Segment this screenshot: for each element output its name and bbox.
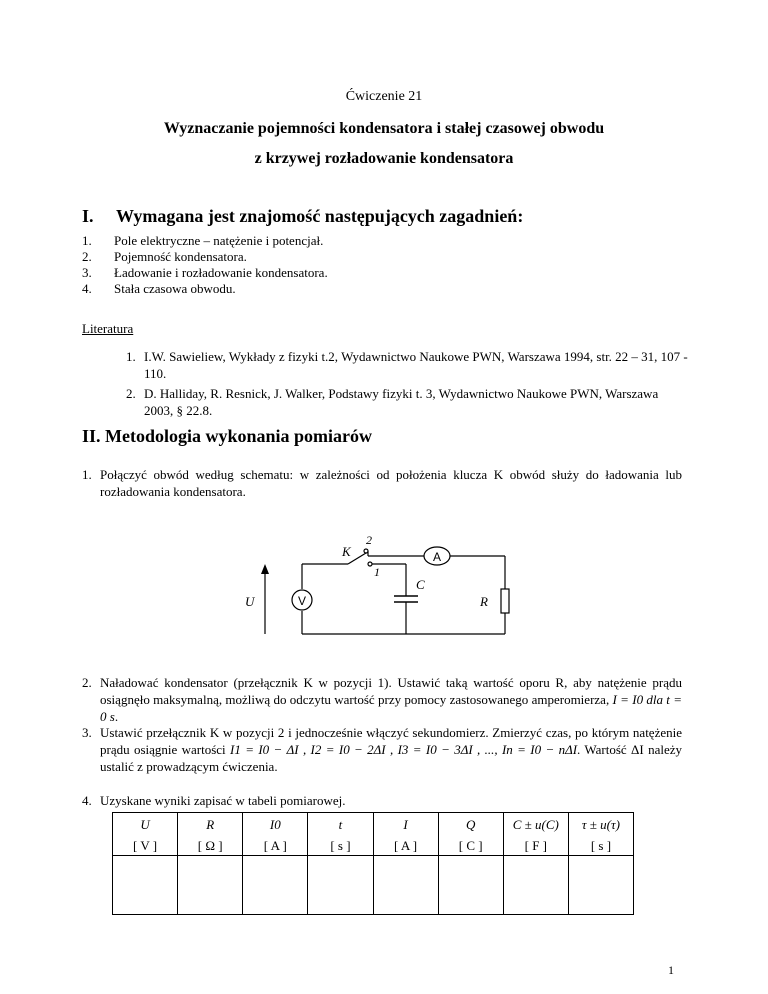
source-label: U [245,594,255,609]
table-cell [438,856,503,915]
resistor-symbol [501,589,509,613]
table-cell [373,856,438,915]
formula: I1 = I0 − ΔI , I2 = I0 − 2ΔI , I3 = I0 − 3ΔI , ..., In = I0 − nΔI [230,742,578,757]
table-header-cell: τ ± u(τ) [568,813,633,836]
literature-list [128,348,688,422]
list-item: 3. Ładowanie i rozładowanie kondensatora. [82,265,328,280]
table-unit-cell: [ Ω ] [178,835,243,856]
resistor-label: R [480,594,488,609]
formula: I = I0 dla t = 0 s [100,692,682,724]
table-unit-cell: [ s ] [568,835,633,856]
requirements-list [82,232,682,296]
table-header-cell: t [308,813,373,836]
table-unit-row [113,835,634,856]
voltmeter-label: V [297,594,307,608]
step-3: 3. Ustawić przełącznik K w pozycji 2 i jednocześnie włączyć sekundomierz. Zmierzyć czas, po którym natężenie prądu osiągnie wartości I1 = I0 − ΔI , I2 = I0 − 2ΔI , I3 = I0 − 3ΔI , ..., In = I0 − nΔI. Wartość ΔI należy ustalić z prowadzącym ćwiczenia. [82,725,682,774]
table-header-cell: Q [438,813,503,836]
table-row [113,856,634,915]
table-unit-cell: [ F ] [503,835,568,856]
table-unit-cell: [ C ] [438,835,503,856]
literature-item: 1. I.W. Sawieliew, Wykłady z fizyki t.2, Wydawnictwo Naukowe PWN, Warszawa 1994, str. 22 – 31, 107 - 110. [126,349,688,381]
step-4: 4. Uzyskane wyniki zapisać w tabeli pomiarowej. [82,793,346,808]
list-item: 4. Stała czasowa obwodu. [82,281,236,296]
section-2-heading: II. Metodologia wykonania pomiarów [82,426,373,446]
table-unit-cell: [ V ] [113,835,178,856]
table-header-cell: C ± u(C) [503,813,568,836]
table-header-cell: R [178,813,243,836]
literature-item: 2. D. Halliday, R. Resnick, J. Walker, Podstawy fizyki t. 3, Wydawnictwo Naukowe PWN, Warszawa 2003, § 22.8. [126,386,659,418]
switch-position-2: 2 [366,533,372,547]
literature-label: Literatura [82,321,134,336]
table-unit-cell: [ A ] [373,835,438,856]
step-1: 1. Połączyć obwód według schematu: w zależności od położenia klucza K obwód służy do ładowania lub rozładowania kondensatora. [82,467,682,499]
table-header-cell: I0 [243,813,308,836]
table-cell [503,856,568,915]
table-unit-cell: [ s ] [308,835,373,856]
switch-contact-1 [368,562,372,566]
switch-label: K [342,544,351,559]
source-arrowhead [261,564,269,574]
table-cell [243,856,308,915]
title-line-2: z krzywej rozładowanie kondensatora [254,150,514,167]
switch-contact-2 [364,549,368,553]
exercise-number: Ćwiczenie 21 [345,89,423,104]
section-1-title: Wymagana jest znajomość następujących zagadnień: [116,206,524,226]
list-item: 2. Pojemność kondensatora. [82,249,247,264]
page-number: 1 [668,963,674,977]
step-2: 2. Naładować kondensator (przełącznik K w pozycji 1). Ustawić taką wartość oporu R, aby natężenie prądu osiągnęło maksymalną, możliwą do odczytu wartość przy pomocy zastosowanego amperomierza, I = I0 dla t = 0 s. [82,675,682,724]
table-cell [113,856,178,915]
measurement-table [112,812,634,915]
table-cell [568,856,633,915]
switch-position-1: 1 [374,565,380,579]
switch-lever [348,553,366,564]
title-line-1: Wyznaczanie pojemności kondensatora i stałej czasowej obwodu [163,120,605,137]
table-cell [178,856,243,915]
section-1-number: I. [82,206,94,226]
circuit-diagram [240,532,530,642]
table-header-cell: I [373,813,438,836]
table-header-cell: U [113,813,178,836]
section-1-heading [82,208,523,225]
table-header-row [113,813,634,836]
ammeter-label: A [432,550,442,564]
table-cell [308,856,373,915]
list-item: 1. Pole elektryczne – natężenie i potencjał. [82,233,324,248]
capacitor-label: C [416,577,425,592]
table-unit-cell: [ A ] [243,835,308,856]
